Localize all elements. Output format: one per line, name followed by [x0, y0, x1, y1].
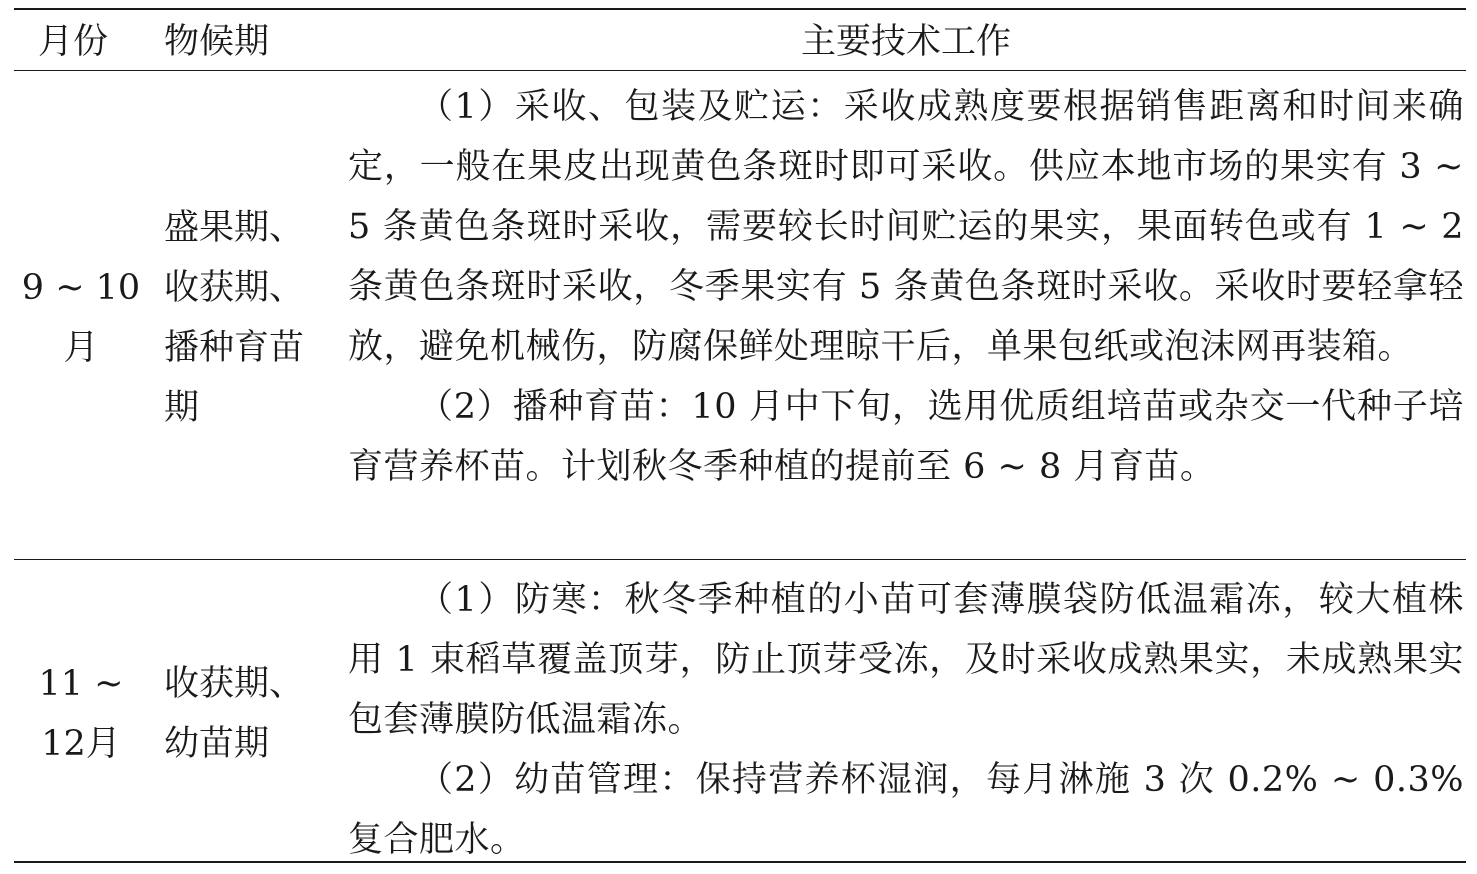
row1-month [14, 258, 148, 378]
row1-month-line1: 9 ~ 10 [21, 268, 141, 308]
row2-phenology-line1: 收获期、 [164, 664, 305, 704]
farming-calendar-table [14, 8, 1466, 864]
table-top-rule [14, 8, 1466, 10]
row1-phenology-line1: 盛果期、 [164, 208, 305, 248]
row1-paragraph-harvest: （1）采收、包装及贮运：采收成熟度要根据销售距离和时间来确定，一般在果皮出现黄色条斑时即可采收。供应本地市场的果实有 3 ~ 5 条黄色条斑时采收，需要较长时间贮运的果实，果面转色或有 1 ~ 2 条黄色条斑时采收，冬季果实有 5 条黄色条斑时采收。采收时要轻拿轻放，避免机械伤，防腐保鲜处理晾干后，单果包纸或泡沫网再装箱。 [348, 87, 1464, 367]
row-divider-rule [14, 559, 1466, 560]
row2-month-line1: 11 ~ [38, 664, 124, 704]
row2-month-line2: 12月 [41, 724, 121, 764]
row1-phenology-line2: 收获期、 [164, 268, 305, 308]
row2-paragraph-seedling-management: （2）幼苗管理：保持营养杯湿润，每月淋施 3 次 0.2% ~ 0.3% 复合肥水。 [348, 760, 1464, 860]
row2-month [14, 654, 148, 774]
row1-main-work [348, 77, 1464, 497]
row1-month-line2: 月 [63, 328, 99, 368]
row2-main-work [348, 570, 1464, 870]
row1-paragraph-seedling: （2）播种育苗：10 月中下旬，选用优质组培苗或杂交一代种子培育营养杯苗。计划秋冬季种植的提前至 6 ~ 8 月育苗。 [348, 387, 1464, 487]
row2-phenology [164, 654, 344, 774]
row1-phenology [164, 198, 344, 438]
row1-phenology-line4: 期 [164, 388, 200, 428]
row2-paragraph-cold-protection: （1）防寒：秋冬季种植的小苗可套薄膜袋防低温霜冻，较大植株用 1 束稻草覆盖顶芽，防止顶芽受冻，及时采收成熟果实，未成熟果实包套薄膜防低温霜冻。 [348, 580, 1464, 740]
row2-phenology-line2: 幼苗期 [164, 724, 270, 764]
row1-phenology-line3: 播种育苗 [164, 328, 305, 368]
header-main-work: 主要技术工作 [800, 22, 1011, 62]
header-phenology: 物候期 [164, 22, 270, 62]
header-month: 月份 [38, 22, 109, 62]
